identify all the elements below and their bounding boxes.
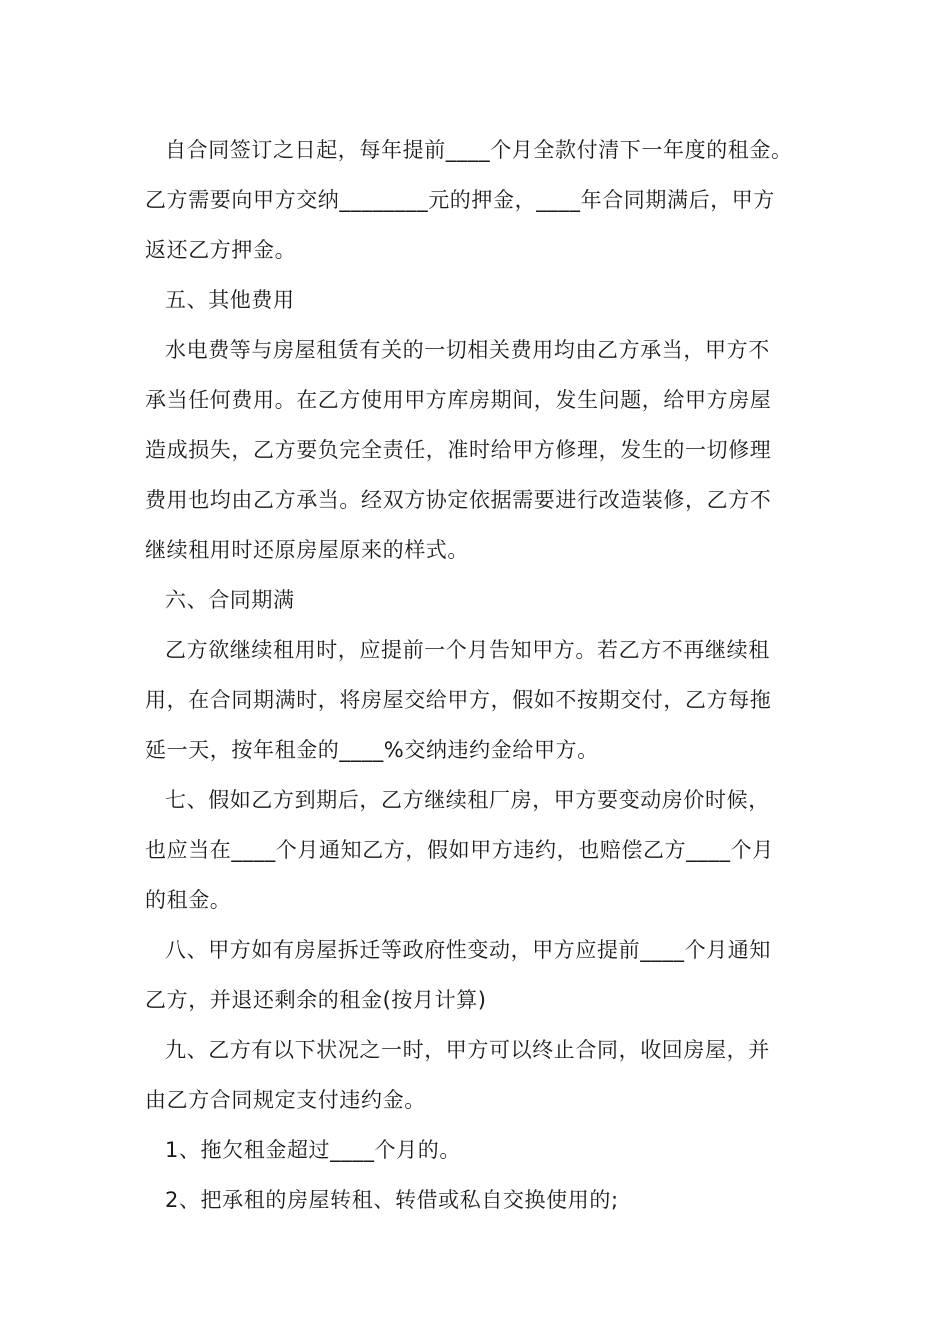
list-item: 2、把承租的房屋转租、转借或私自交换使用的; (165, 1188, 619, 1212)
text-line: 由乙方合同规定支付违约金。 (145, 1088, 426, 1112)
text-line: 的租金。 (145, 888, 232, 912)
text-line: 八、甲方如有房屋拆迁等政府性变动，甲方应提前____个月通知 (165, 938, 771, 962)
text-line: 乙方欲继续租用时，应提前一个月告知甲方。若乙方不再继续租 (165, 638, 770, 662)
text-line: 造成损失，乙方要负完全责任，准时给甲方修理，发生的一切修理 (145, 438, 772, 462)
text-line: 乙方需要向甲方交纳________元的押金，____年合同期满后，甲方 (145, 188, 775, 212)
text-line: 自合同签订之日起，每年提前____个月全款付清下一年度的租金。 (165, 138, 793, 162)
text-line: 也应当在____个月通知乙方，假如甲方违约，也赔偿乙方____个月 (145, 838, 774, 862)
text-line: 费用也均由乙方承当。经双方协定依据需要进行改造装修，乙方不 (145, 488, 772, 512)
text-line: 返还乙方押金。 (145, 238, 297, 262)
text-line: 延一天，按年租金的____%交纳违约金给甲方。 (145, 738, 599, 762)
text-line: 七、假如乙方到期后，乙方继续租厂房，甲方要变动房价时候， (165, 788, 770, 812)
text-line: 乙方，并退还剩余的租金(按月计算) (145, 988, 487, 1012)
list-item: 1、拖欠租金超过____个月的。 (165, 1138, 461, 1162)
text-line: 承当任何费用。在乙方使用甲方库房期间，发生问题，给甲方房屋 (145, 388, 772, 412)
text-line: 九、乙方有以下状况之一时，甲方可以终止合同，收回房屋，并 (165, 1038, 770, 1062)
text-line: 水电费等与房屋租赁有关的一切相关费用均由乙方承当，甲方不 (165, 338, 770, 362)
text-line: 用，在合同期满时，将房屋交给甲方，假如不按期交付，乙方每拖 (145, 688, 772, 712)
text-line: 继续租用时还原房屋原来的样式。 (145, 538, 469, 562)
section-heading: 六、合同期满 (165, 588, 295, 612)
section-heading: 五、其他费用 (165, 288, 295, 312)
